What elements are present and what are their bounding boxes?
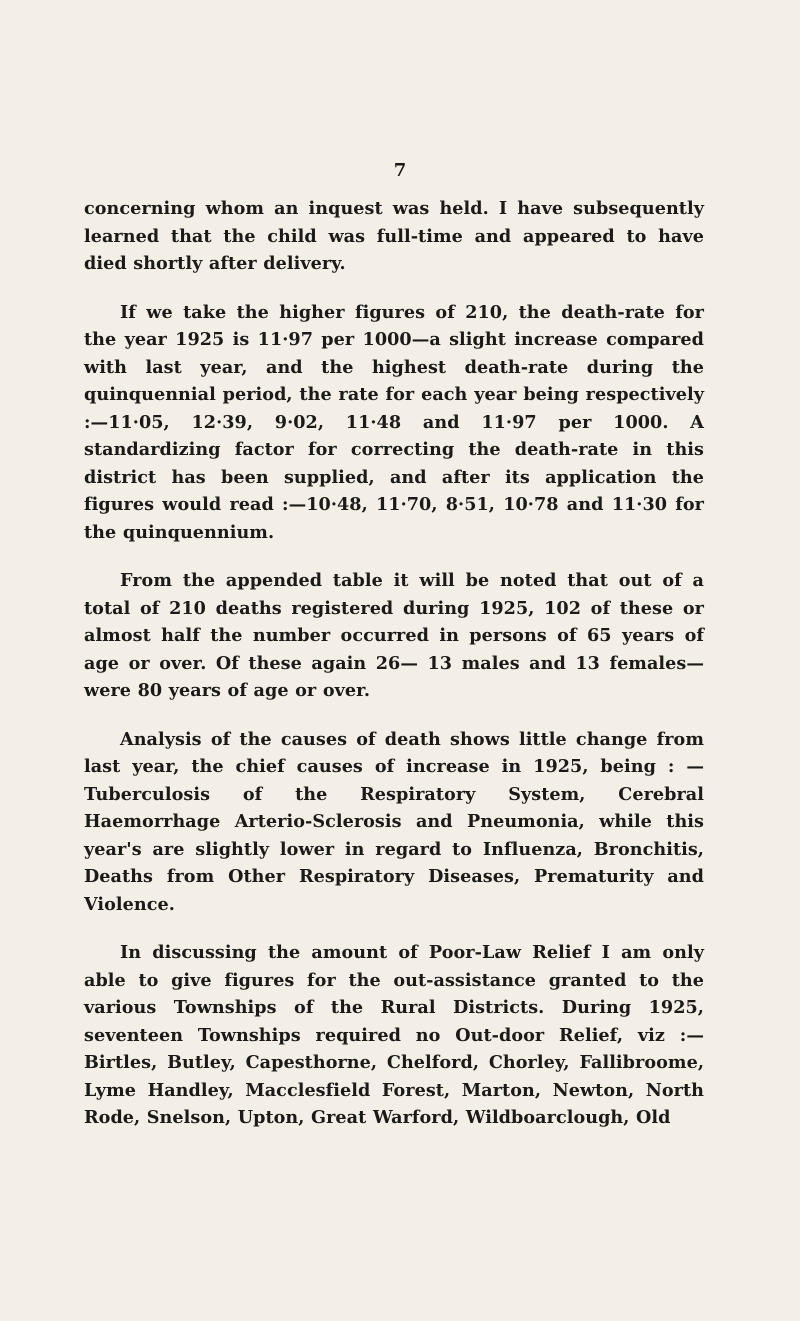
paragraph-deaths-by-age: From the appended table it will be noted that out of a total of 210 deaths registered during 1925, 102 of these or almost half the number occurred in persons of 65 years of age or over. Of these again 26— 13 males and 13 females—were 80 years of age or over. bbox=[84, 570, 704, 701]
paragraph-causes-of-death: Analysis of the causes of death shows little change from last year, the chief causes of increase in 1925, being : — Tuberculosis of the Respiratory System, Cerebral Haemorrhage Arterio-Sclerosis and Pneumonia, while this year's are slightly lower in regard to Influenza, Bronchitis, Deaths from Other Respiratory Diseases, Prematurity and Violence. bbox=[84, 728, 704, 915]
page-number: 7 bbox=[393, 160, 407, 181]
paragraph-poor-law-relief: In discussing the amount of Poor-Law Relief I am only able to give figures for the out-assistance granted to the various Townships of the Rural Districts. During 1925, seventeen Townships required no Out-door Relief, viz :— Birtles, Butley, Capesthorne, Chelford, Chorley, Fallibroome, Lyme Handley, Macclesfield Forest, Marton, Newton, North Rode, Snelson, Upton, Great Warford, Wildboarclough, Old bbox=[84, 942, 704, 1128]
paragraph-death-rate: If we take the higher figures of 210, the death-rate for the year 1925 is 11·97 per 1000—a slight increase compared with last year, and the highest death-rate during the quinquennial period, the rate for each year being respectively :—11·05, 12·39, 9·02, 11·48 and 11·97 per 1000. A standardizing factor for correcting the death-rate in this district has been supplied, and after its application the figures would read :—10·48, 11·70, 8·51, 10·78 and 11·30 for the quinquennium. bbox=[84, 301, 704, 543]
body-text bbox=[84, 195, 704, 1153]
paragraph-inquest: concerning whom an inquest was held. I have subsequently learned that the child was full-time and appeared to have died shortly after delivery. bbox=[84, 198, 704, 274]
